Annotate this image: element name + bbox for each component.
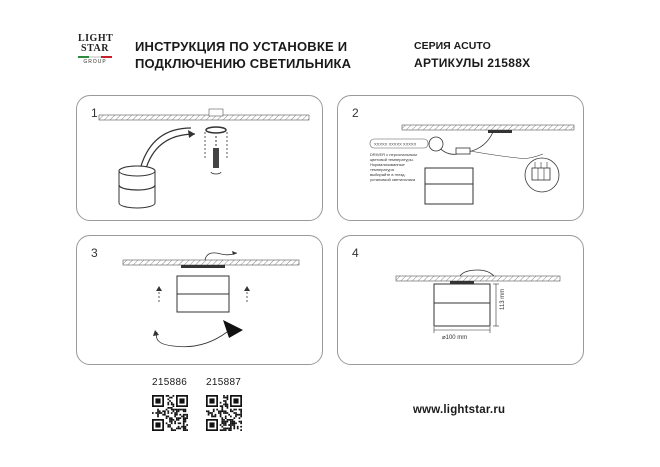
step-1-panel <box>76 95 323 221</box>
step-4-panel <box>337 235 584 365</box>
step-number: 1 <box>91 106 98 120</box>
diameter-label: ⌀100 mm <box>442 335 468 341</box>
document-title <box>135 38 351 72</box>
step-2-illustration <box>338 96 584 221</box>
luminaire <box>425 168 473 204</box>
rotate-pointer <box>223 320 243 338</box>
mount-arrow <box>145 134 195 172</box>
luminaire <box>434 284 490 326</box>
callout-top-text: XXXXX XXXXX XXXXX <box>374 141 417 147</box>
logo-line3: GROUP <box>83 59 107 65</box>
callout-line-0: DRIVER с персональным <box>370 152 417 157</box>
terminal-block <box>456 148 470 154</box>
step-number: 3 <box>91 246 98 260</box>
screwdriver <box>213 148 219 168</box>
driver <box>429 137 443 151</box>
callout-line-4: выбирайте в гнезд. <box>370 172 406 177</box>
title-line-2: ПОДКЛЮЧЕНИЮ СВЕТИЛЬНИКА <box>135 56 352 71</box>
callout-line-2: Нормализованные <box>370 162 405 167</box>
ceiling <box>99 115 309 120</box>
height-label: 113 mm <box>500 288 506 310</box>
step-1-illustration <box>77 96 323 221</box>
website-link[interactable]: www.lightstar.ru <box>413 404 506 416</box>
step-number: 4 <box>352 246 359 260</box>
title-line-1: ИНСТРУКЦИЯ ПО УСТАНОВКЕ И <box>135 39 348 54</box>
callout-line-3: температура <box>370 167 394 172</box>
step-number: 2 <box>352 106 359 120</box>
ceiling <box>396 276 560 281</box>
ceiling <box>402 125 574 130</box>
mounting-plate <box>206 127 226 133</box>
callout-line-1: цветовой температуры. <box>370 157 414 162</box>
series-label: СЕРИЯ ACUTO <box>414 40 491 52</box>
step-4-illustration <box>338 236 584 365</box>
logo-line2: STAR <box>81 43 109 54</box>
step-2-panel <box>337 95 584 221</box>
logo-line1: LIGHT <box>78 33 114 44</box>
step-3-panel <box>76 235 323 365</box>
article-code-1: 215886 <box>152 377 188 388</box>
qr-code-215887[interactable] <box>206 395 242 431</box>
brand-logo <box>78 34 112 65</box>
callout-line-5: установкой светильника <box>370 177 416 182</box>
logo-flag <box>78 56 112 58</box>
article-code-2: 215887 <box>206 377 242 388</box>
articles-label: АРТИКУЛЫ 21588X <box>414 56 531 70</box>
ceiling <box>123 260 299 265</box>
step-3-illustration <box>77 236 323 365</box>
ceiling-box <box>209 109 223 116</box>
qr-code-215886[interactable] <box>152 395 188 431</box>
rotate-arrow <box>156 332 227 347</box>
